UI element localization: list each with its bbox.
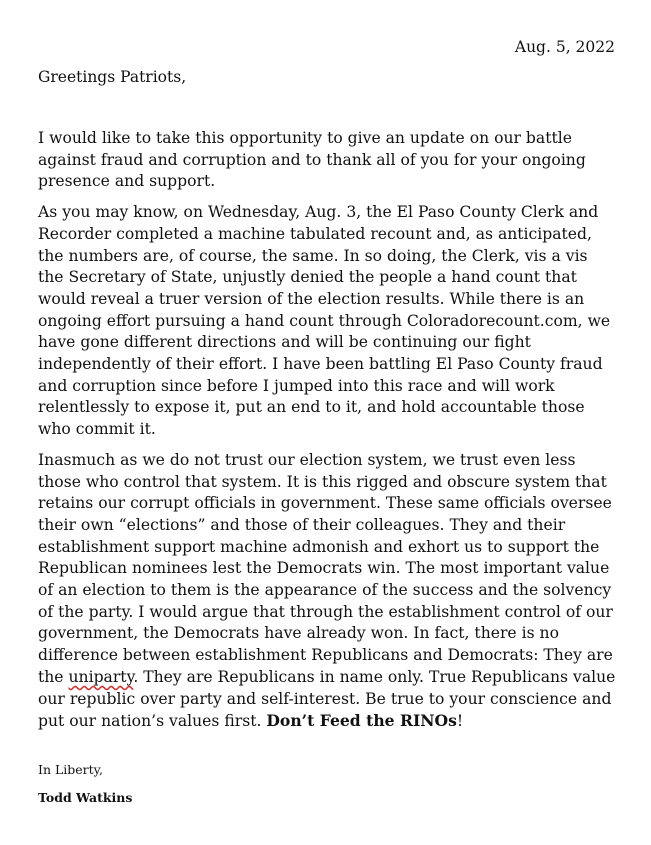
uniparty-word: uniparty [68,667,134,686]
paragraph-3 [38,450,617,733]
rinos-slogan: Don’t Feed the RINOs [266,711,457,731]
letter-date: Aug. 5, 2022 [514,38,615,56]
paragraph-3-end: ! [456,712,464,731]
paragraph-2: As you may know, on Wednesday, Aug. 3, the El Paso County Clerk and Recorder completed a machine tabulated recount and, as anticipated, the numbers are, of course, the same. In so doing, the Clerk, vis a vis the Secretary of State, unjustly denied the people a hand count that would reveal a truer version of the election results. While there is an ongoing effort pursuing a hand count through Coloradorecount.com, we have gone different directions and will be continuing our fight independently of their effort. I have been battling El Paso County fraud and corruption since before I jumped into this race and will work relentlessly to expose it, put an end to it, and hold accountable those who commit it. [38,203,611,439]
paragraph-3-text-cont: . They are Republicans in name only. True Republicans value our republic over party and self-interest. Be true to your conscience and put our nation’s values first. [38,667,616,731]
letter-body [38,128,617,742]
closing: In Liberty, [38,762,104,777]
paragraph-1: I would like to take this opportunity to give an update on our battle against fraud and corruption and to thank all of you for your ongoing presence and support. [38,129,586,191]
signature: Todd Watkins [38,790,133,805]
greeting: Greetings Patriots, [38,68,187,86]
paragraph-3-text: Inasmuch as we do not trust our election system, we trust even less those who control that system. It is this rigged and obscure system that retains our corrupt officials in government. These same officials oversee their own “elections” and those of their colleagues. They and their establishment support machine admonish and exhort us to support the Republican nominees lest the Democrats win. The most important value of an election to them is the appearance of the success and the solvency of the party. I would argue that through the establishment control of our government, the Democrats have already won. In fact, there is no difference between establishment Republicans and Democrats: They are the [38,450,613,686]
